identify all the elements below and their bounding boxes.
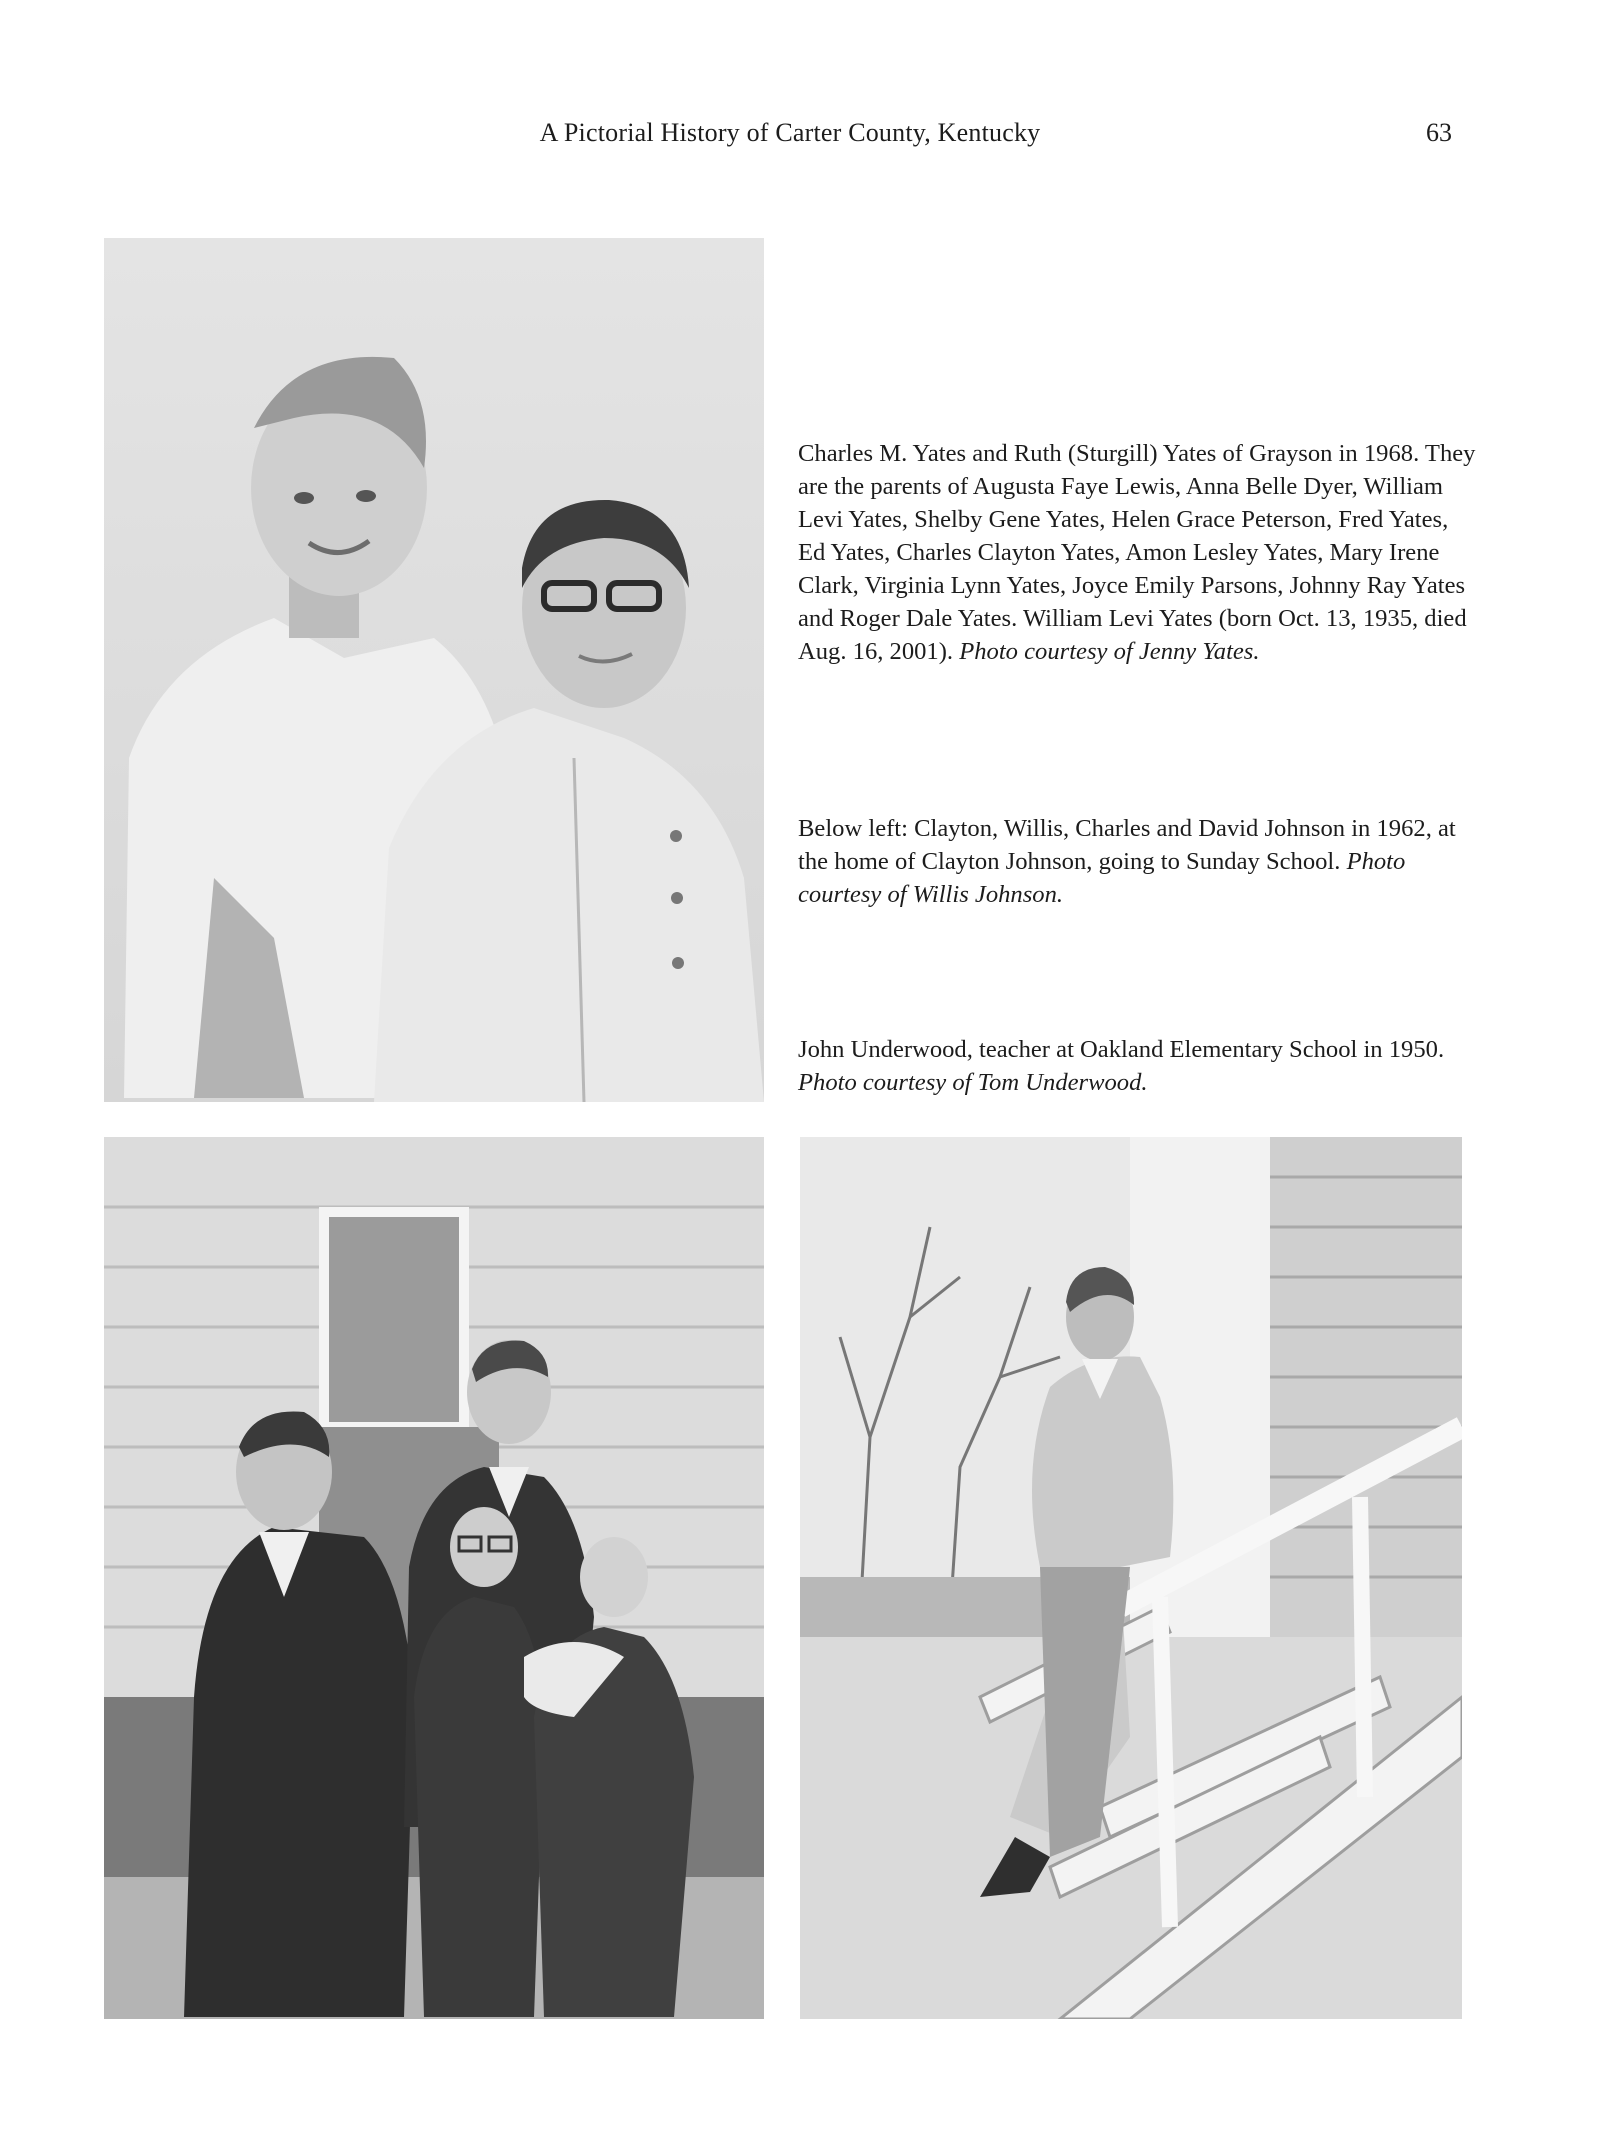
page-number: 63 [1426,118,1452,147]
running-title: A Pictorial History of Carter County, Kentucky [539,118,1041,147]
caption-underwood-text: John Underwood, teacher at Oakland Elementary School in 1950. [798,1036,1445,1063]
photo-john-underwood [800,1137,1462,2019]
caption-underwood [798,1033,1478,1099]
caption-underwood-credit: Photo courtesy of Tom Underwood. [798,1069,1148,1096]
yates-couple-photo-image [104,238,764,1102]
photo-johnson-family [104,1137,764,2019]
caption-johnson-credit: Photo courtesy of Willis Johnson. [798,848,1406,908]
johnson-family-photo-image [104,1137,764,2019]
john-underwood-photo-image [800,1137,1462,2019]
photo-yates-couple [104,238,764,1102]
caption-yates-couple [798,437,1478,668]
caption-yates-text: Charles M. Yates and Ruth (Sturgill) Yates of Grayson in 1968. They are the parents of Augusta Faye Lewis, Anna Belle Dyer, William Levi Yates, Shelby Gene Yates, Helen Grace Peterson, Fred Yates, Ed Yates, Charles Clayton Yates, Amon Lesley Yates, Mary Irene Clark, Virginia Lynn Yates, Joyce Emily Parsons, Johnny Ray Yates and Roger Dale Yates. William Levi Yates (born Oct. 13, 1935, died Aug. 16, 2001). [798,440,1476,665]
caption-yates-credit: Photo courtesy of Jenny Yates. [959,638,1260,665]
page-header [0,118,1600,158]
caption-johnson-family [798,812,1478,911]
caption-johnson-text: Below left: Clayton, Willis, Charles and David Johnson in 1962, at the home of Clayton Johnson, going to Sunday School. [798,815,1456,875]
